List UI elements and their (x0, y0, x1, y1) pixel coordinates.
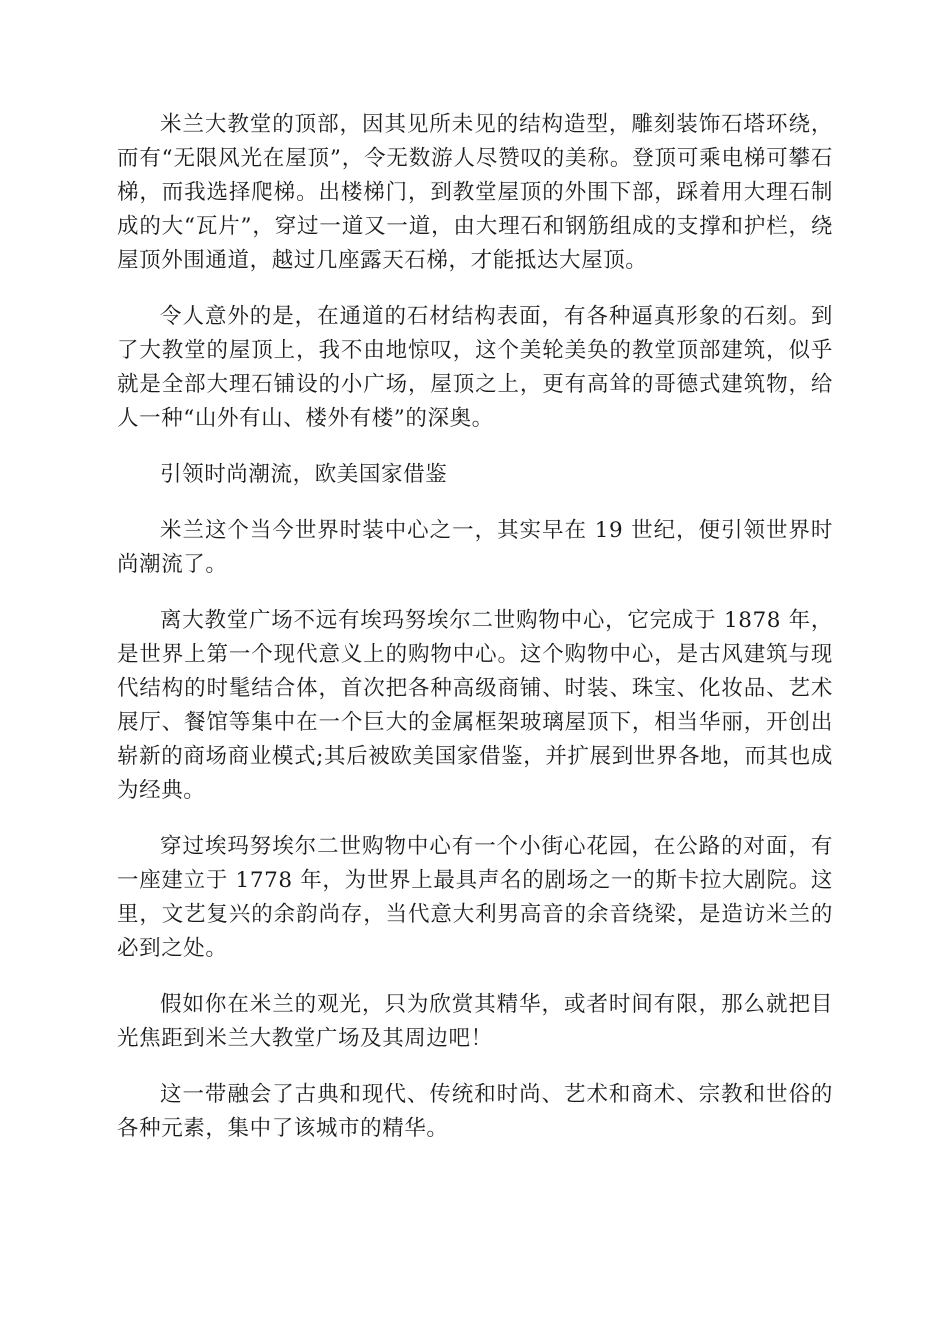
paragraph-stone-carvings: 令人意外的是，在通道的石材结构表面，有各种逼真形象的石刻。到了大教堂的屋顶上，我不由地惊叹，这个美轮美奂的教堂顶部建筑，似乎就是全部大理石铺设的小广场，屋顶之上，更有高耸的哥德式建筑物，给人一种“山外有山、楼外有楼”的深奥。 (117, 304, 833, 431)
paragraph-shopping-center: 离大教堂广场不远有埃玛努埃尔二世购物中心，它完成于 1878 年，是世界上第一个现代意义上的购物中心。这个购物中心，是古风建筑与现代结构的时髦结合体，首次把各种高级商铺、时装、珠宝、化妆品、艺术展厅、餐馆等集中在一个巨大的金属框架玻璃屋顶下，相当华丽，开创出崭新的商场商业模式;其后被欧美国家借鉴，并扩展到世界各地，而其也成为经典。 (117, 608, 833, 803)
paragraph-fashion-center: 米兰这个当今世界时装中心之一，其实早在 19 世纪，便引领世界时尚潮流了。 (117, 518, 833, 577)
paragraph-la-scala: 穿过埃玛努埃尔二世购物中心有一个小街心花园，在公路的对面，有一座建立于 1778 年，为世界上最具声名的剧场之一的斯卡拉大剧院。这里，文艺复兴的余韵尚存，当代意大利男高音的余音绕梁，是造访米兰的必到之处。 (117, 834, 833, 961)
paragraph-city-essence: 这一带融会了古典和现代、传统和时尚、艺术和商术、宗教和世俗的各种元素，集中了该城市的精华。 (117, 1082, 833, 1141)
document-body (117, 108, 833, 1168)
section-heading-fashion: 引领时尚潮流，欧美国家借鉴 (160, 462, 448, 487)
paragraph-sightseeing-tip: 假如你在米兰的观光，只为欣赏其精华，或者时间有限，那么就把目光焦距到米兰大教堂广场及其周边吧！ (117, 992, 833, 1051)
paragraph-milan-cathedral-roof: 米兰大教堂的顶部，因其见所未见的结构造型，雕刻装饰石塔环绕，而有“无限风光在屋顶”，令无数游人尽赞叹的美称。登顶可乘电梯可攀石梯，而我选择爬梯。出楼梯门，到教堂屋顶的外围下部，踩着用大理石制成的大“瓦片”，穿过一道又一道，由大理石和钢筋组成的支撑和护栏，绕屋顶外围通道，越过几座露天石梯，才能抵达大屋顶。 (117, 112, 833, 273)
